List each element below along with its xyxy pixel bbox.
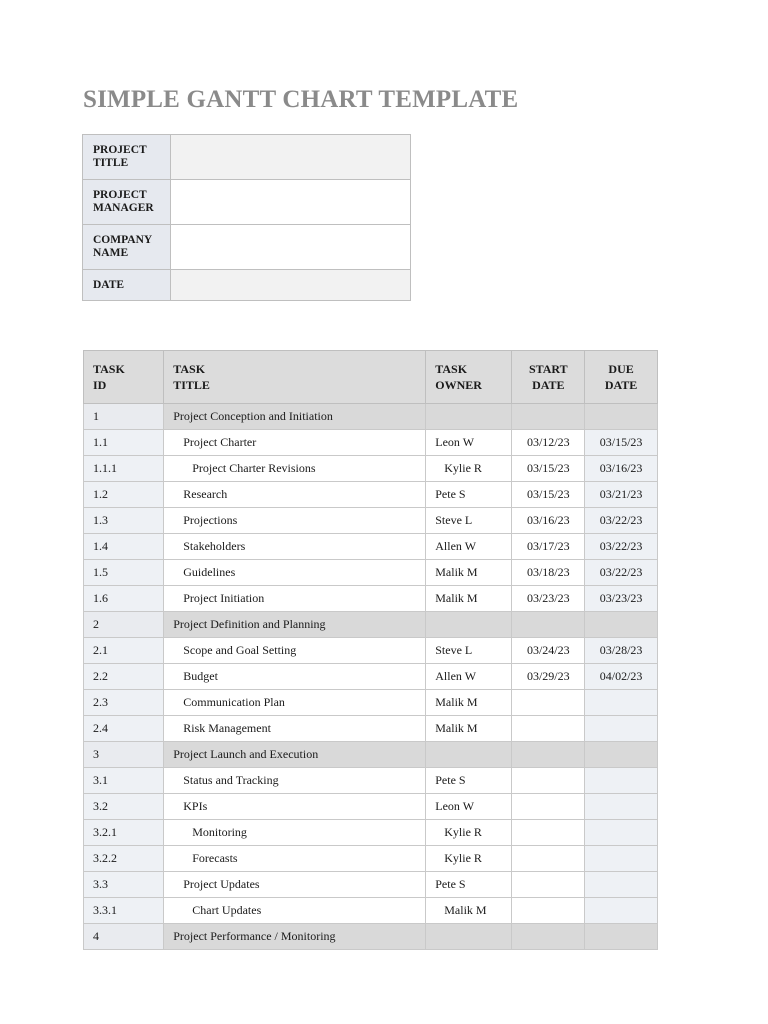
task-title-cell[interactable]: Stakeholders (164, 534, 426, 560)
phase-row (84, 404, 658, 430)
task-owner-cell[interactable]: Malik M (426, 586, 512, 612)
project-title-label (83, 135, 171, 180)
task-title-cell[interactable]: Communication Plan (164, 690, 426, 716)
due-date-cell[interactable]: 03/22/23 (585, 534, 658, 560)
task-id-cell[interactable]: 4 (84, 924, 164, 950)
task-id-cell[interactable]: 3 (84, 742, 164, 768)
task-owner-cell[interactable]: Steve L (426, 638, 512, 664)
due-date-cell[interactable] (585, 924, 658, 950)
task-title-cell[interactable]: Project Launch and Execution (164, 742, 426, 768)
date-field[interactable] (171, 270, 411, 301)
task-owner-cell[interactable]: Kylie R (426, 456, 512, 482)
document-title: SIMPLE GANTT CHART TEMPLATE (83, 86, 519, 113)
table-row (84, 872, 658, 898)
start-date-cell[interactable] (512, 846, 585, 872)
project-manager-label-line1: PROJECT (93, 189, 147, 201)
task-title-cell[interactable]: Projections (164, 508, 426, 534)
task-id-cell[interactable]: 1.3 (84, 508, 164, 534)
task-id-cell[interactable]: 3.2.1 (84, 820, 164, 846)
due-date-cell[interactable] (585, 404, 658, 430)
task-title-cell[interactable]: Project Charter Revisions (164, 456, 426, 482)
due-date-cell[interactable] (585, 742, 658, 768)
start-date-cell[interactable] (512, 768, 585, 794)
project-manager-label-line2: MANAGER (93, 202, 154, 214)
table-row (84, 534, 658, 560)
due-date-cell[interactable]: 03/28/23 (585, 638, 658, 664)
table-row (84, 664, 658, 690)
start-date-cell[interactable]: 03/15/23 (512, 456, 585, 482)
task-id-cell[interactable]: 3.3 (84, 872, 164, 898)
task-id-cell[interactable]: 2 (84, 612, 164, 638)
start-date-cell[interactable] (512, 924, 585, 950)
due-date-cell[interactable] (585, 612, 658, 638)
start-date-cell[interactable]: 03/23/23 (512, 586, 585, 612)
task-id-cell[interactable]: 3.3.1 (84, 898, 164, 924)
company-name-field[interactable] (171, 225, 411, 270)
task-table-header (84, 351, 658, 404)
task-title-cell[interactable]: Status and Tracking (164, 768, 426, 794)
due-date-cell[interactable] (585, 820, 658, 846)
header-due-date (585, 351, 658, 404)
task-table-body (84, 404, 658, 950)
due-date-cell[interactable]: 04/02/23 (585, 664, 658, 690)
task-owner-cell[interactable] (426, 924, 512, 950)
start-date-cell[interactable]: 03/18/23 (512, 560, 585, 586)
due-date-cell[interactable] (585, 768, 658, 794)
start-date-cell[interactable]: 03/12/23 (512, 430, 585, 456)
start-date-cell[interactable]: 03/24/23 (512, 638, 585, 664)
header-task-title (164, 351, 426, 404)
header-task-owner-line2: OWNER (435, 378, 482, 392)
start-date-cell[interactable] (512, 690, 585, 716)
start-date-cell[interactable] (512, 898, 585, 924)
table-row (84, 586, 658, 612)
header-start-date-line2: DATE (532, 378, 565, 392)
task-id-cell[interactable]: 1.5 (84, 560, 164, 586)
table-row (84, 508, 658, 534)
project-title-field[interactable] (171, 135, 411, 180)
task-title-cell[interactable]: Guidelines (164, 560, 426, 586)
header-start-date-line1: START (528, 362, 568, 376)
task-owner-cell[interactable]: Malik M (426, 898, 512, 924)
task-id-cell[interactable]: 2.1 (84, 638, 164, 664)
due-date-cell[interactable] (585, 898, 658, 924)
table-row (84, 898, 658, 924)
start-date-cell[interactable] (512, 612, 585, 638)
due-date-cell[interactable]: 03/16/23 (585, 456, 658, 482)
start-date-cell[interactable]: 03/16/23 (512, 508, 585, 534)
task-owner-cell[interactable] (426, 612, 512, 638)
due-date-cell[interactable] (585, 690, 658, 716)
task-title-cell[interactable]: Scope and Goal Setting (164, 638, 426, 664)
task-title-cell[interactable]: Project Charter (164, 430, 426, 456)
phase-row (84, 924, 658, 950)
header-task-owner-line1: TASK (435, 362, 468, 376)
task-title-cell[interactable]: Project Initiation (164, 586, 426, 612)
table-row (84, 430, 658, 456)
task-title-cell[interactable]: KPIs (164, 794, 426, 820)
task-title-cell[interactable]: Research (164, 482, 426, 508)
project-manager-label (83, 180, 171, 225)
project-title-row (83, 135, 411, 180)
due-date-cell[interactable] (585, 794, 658, 820)
phase-row (84, 742, 658, 768)
start-date-cell[interactable]: 03/29/23 (512, 664, 585, 690)
table-row (84, 768, 658, 794)
task-owner-cell[interactable]: Kylie R (426, 820, 512, 846)
table-row (84, 638, 658, 664)
task-id-cell[interactable]: 2.2 (84, 664, 164, 690)
start-date-cell[interactable] (512, 794, 585, 820)
task-title-cell[interactable]: Risk Management (164, 716, 426, 742)
table-row (84, 846, 658, 872)
task-id-cell[interactable]: 1.1.1 (84, 456, 164, 482)
task-owner-cell[interactable]: Pete S (426, 872, 512, 898)
task-id-cell[interactable]: 2.4 (84, 716, 164, 742)
start-date-cell[interactable] (512, 820, 585, 846)
task-owner-cell[interactable]: Leon W (426, 794, 512, 820)
table-row (84, 820, 658, 846)
task-owner-cell[interactable]: Malik M (426, 560, 512, 586)
task-title-cell[interactable]: Project Updates (164, 872, 426, 898)
project-manager-field[interactable] (171, 180, 411, 225)
date-row (83, 270, 411, 301)
task-title-cell[interactable]: Project Performance / Monitoring (164, 924, 426, 950)
task-title-cell[interactable]: Project Conception and Initiation (164, 404, 426, 430)
table-row (84, 794, 658, 820)
project-title-label-line2: TITLE (93, 157, 129, 169)
table-row (84, 716, 658, 742)
company-name-label (83, 225, 171, 270)
task-id-cell[interactable]: 3.1 (84, 768, 164, 794)
phase-row (84, 612, 658, 638)
start-date-cell[interactable] (512, 716, 585, 742)
start-date-cell[interactable] (512, 742, 585, 768)
task-id-cell[interactable]: 3.2 (84, 794, 164, 820)
start-date-cell[interactable] (512, 404, 585, 430)
task-table (83, 350, 658, 950)
project-manager-row (83, 180, 411, 225)
start-date-cell[interactable]: 03/15/23 (512, 482, 585, 508)
header-due-date-line1: DUE (608, 362, 634, 376)
table-row (84, 482, 658, 508)
task-owner-cell[interactable]: Steve L (426, 508, 512, 534)
header-start-date (512, 351, 585, 404)
due-date-cell[interactable]: 03/22/23 (585, 560, 658, 586)
task-title-cell[interactable]: Forecasts (164, 846, 426, 872)
due-date-cell[interactable]: 03/23/23 (585, 586, 658, 612)
task-id-cell[interactable]: 2.3 (84, 690, 164, 716)
table-row (84, 690, 658, 716)
header-task-id (84, 351, 164, 404)
task-owner-cell[interactable]: Allen W (426, 664, 512, 690)
task-owner-cell[interactable] (426, 742, 512, 768)
header-due-date-line2: DATE (604, 378, 638, 392)
task-owner-cell[interactable]: Malik M (426, 716, 512, 742)
task-id-cell[interactable]: 1 (84, 404, 164, 430)
company-name-row (83, 225, 411, 270)
task-owner-cell[interactable]: Kylie R (426, 846, 512, 872)
due-date-cell[interactable]: 03/21/23 (585, 482, 658, 508)
header-task-title-line2: TITLE (173, 378, 210, 392)
task-id-cell[interactable]: 1.2 (84, 482, 164, 508)
due-date-cell[interactable] (585, 846, 658, 872)
task-owner-cell[interactable] (426, 404, 512, 430)
table-row (84, 456, 658, 482)
table-row (84, 560, 658, 586)
header-task-title-line1: TASK (173, 362, 206, 376)
task-id-cell[interactable]: 1.4 (84, 534, 164, 560)
due-date-cell[interactable]: 03/22/23 (585, 508, 658, 534)
due-date-cell[interactable] (585, 872, 658, 898)
project-info-table (82, 134, 411, 301)
task-title-cell[interactable]: Budget (164, 664, 426, 690)
task-owner-cell[interactable]: Pete S (426, 768, 512, 794)
date-label: DATE (83, 270, 171, 301)
task-id-cell[interactable]: 1.6 (84, 586, 164, 612)
header-task-id-line2: ID (93, 378, 107, 392)
project-title-label-line1: PROJECT (93, 144, 147, 156)
task-owner-cell[interactable]: Pete S (426, 482, 512, 508)
task-title-cell[interactable]: Project Definition and Planning (164, 612, 426, 638)
company-name-label-line2: NAME (93, 247, 129, 259)
start-date-cell[interactable] (512, 872, 585, 898)
task-id-cell[interactable]: 3.2.2 (84, 846, 164, 872)
task-owner-cell[interactable]: Leon W (426, 430, 512, 456)
task-id-cell[interactable]: 1.1 (84, 430, 164, 456)
header-task-id-line1: TASK (93, 362, 125, 376)
start-date-cell[interactable]: 03/17/23 (512, 534, 585, 560)
task-title-cell[interactable]: Chart Updates (164, 898, 426, 924)
task-title-cell[interactable]: Monitoring (164, 820, 426, 846)
due-date-cell[interactable]: 03/15/23 (585, 430, 658, 456)
header-task-owner (426, 351, 512, 404)
task-owner-cell[interactable]: Allen W (426, 534, 512, 560)
task-owner-cell[interactable]: Malik M (426, 690, 512, 716)
company-name-label-line1: COMPANY (93, 234, 153, 246)
due-date-cell[interactable] (585, 716, 658, 742)
